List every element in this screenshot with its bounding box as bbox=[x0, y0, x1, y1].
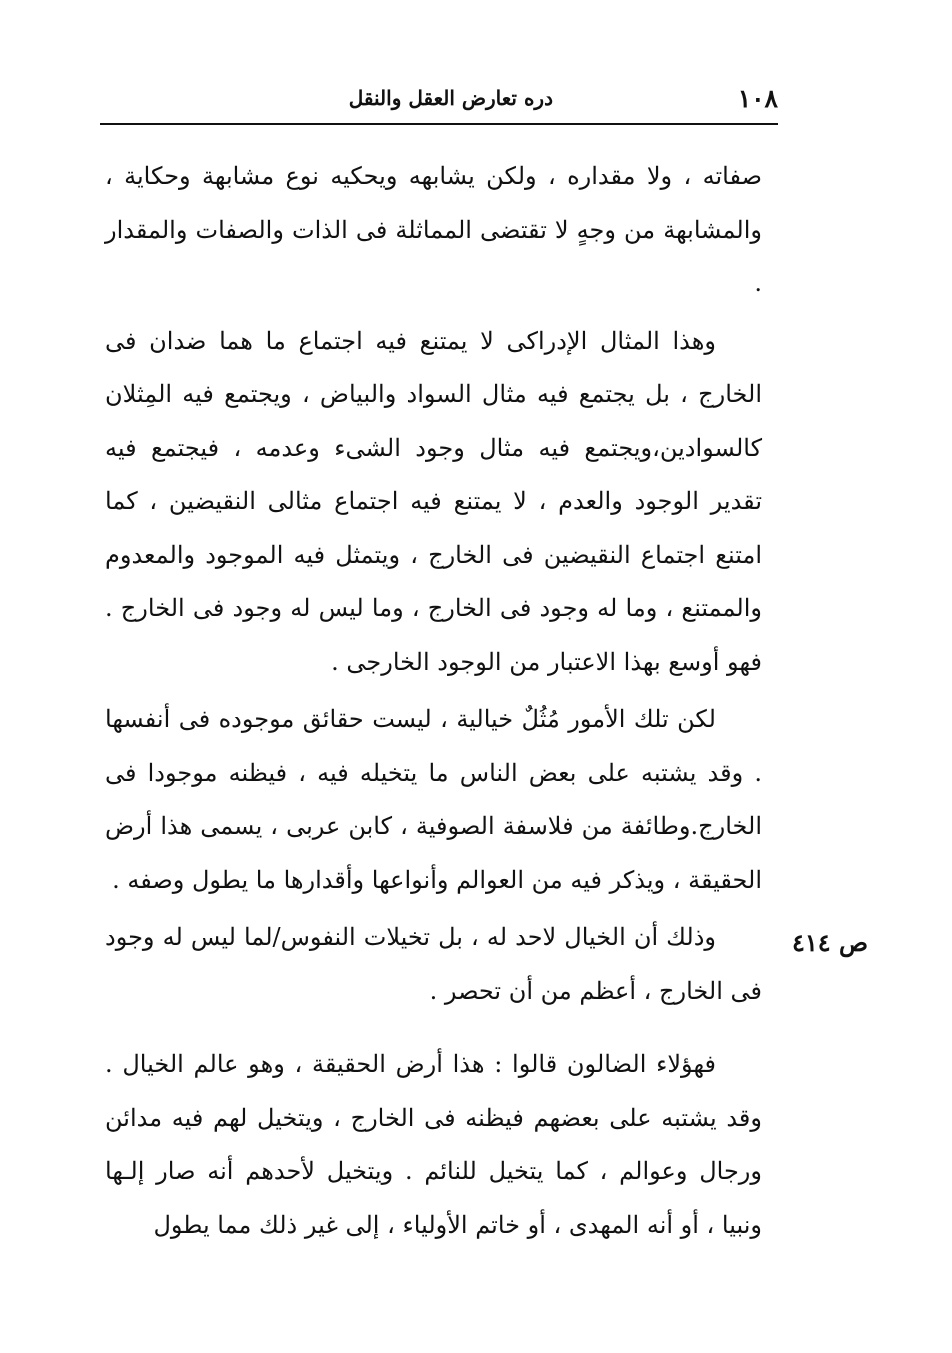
header-divider bbox=[100, 123, 778, 125]
page-header bbox=[100, 78, 778, 122]
page-number: ١٠٨ bbox=[737, 84, 778, 113]
body-text bbox=[105, 150, 762, 1252]
running-title: دره تعارض العقل والنقل bbox=[348, 86, 553, 110]
paragraph-2: وهذا المثال الإدراكى لا يمتنع فيه اجتماع ما هما ضدان فى الخارج ، بل يجتمع فيه مثال السواد والبياض ، ويجتمع فيه المِثلان كالسوادين،ويجتمع فيه مثال وجود الشىء وعدمه ، فيجتمع فيه تقدير الوجود والعدم ، لا يمتنع فيه اجتماع مثالى النقيضين ، كما امتنع اجتماع النقيضين فى الخارج ، ويتمثل فيه الموجود والمعدوم والممتنع ، وما له وجود فى الخارج ، وما ليس له وجود فى الخارج . فهو أوسع بهذا الاعتبار من الوجود الخارجى . bbox=[105, 326, 762, 676]
paragraph-1: صفاته ، ولا مقداره ، ولكن يشابهه ويحكيه نوع مشابهة وحكاية ، والمشابهة من وجهٍ لا تقتضى المماثلة فى الذات والصفات والمقدار . bbox=[105, 162, 762, 297]
paragraph-5: فهؤلاء الضالون قالوا : هذا أرض الحقيقة ، وهو عالم الخيال . وقد يشتبه على بعضهم فيظنه فى الخارج ، ويتخيل لهم فيه مدائن ورجال وعوالم ، كما يتخيل للنائم . ويتخيل لأحدهم أنه صار إلـها ونبيا ، أو أنه المهدى ، أو خاتم الأولياء ، إلى غير ذلك مما يطول bbox=[105, 1050, 762, 1239]
paragraph-3: لكن تلك الأمور مُثُلٌ خيالية ، ليست حقائق موجوده فى أنفسها . وقد يشتبه على بعض الناس ما يتخيله فيه ، فيظنه موجودا فى الخارج.وطائفة من فلاسفة الصوفية ، كابن عربى ، يسمى هذا أرض الحقيقة ، ويذكر فيه من العوالم وأنواعها وأقدارها ما يطول وصفه . bbox=[105, 705, 762, 894]
margin-page-reference: ص ٤١٤ bbox=[791, 928, 868, 957]
paragraph-4: وذلك أن الخيال لاحد له ، بل تخيلات النفوس/لما ليس له وجود فى الخارج ، أعظم من أن تحصر . bbox=[105, 923, 762, 1005]
